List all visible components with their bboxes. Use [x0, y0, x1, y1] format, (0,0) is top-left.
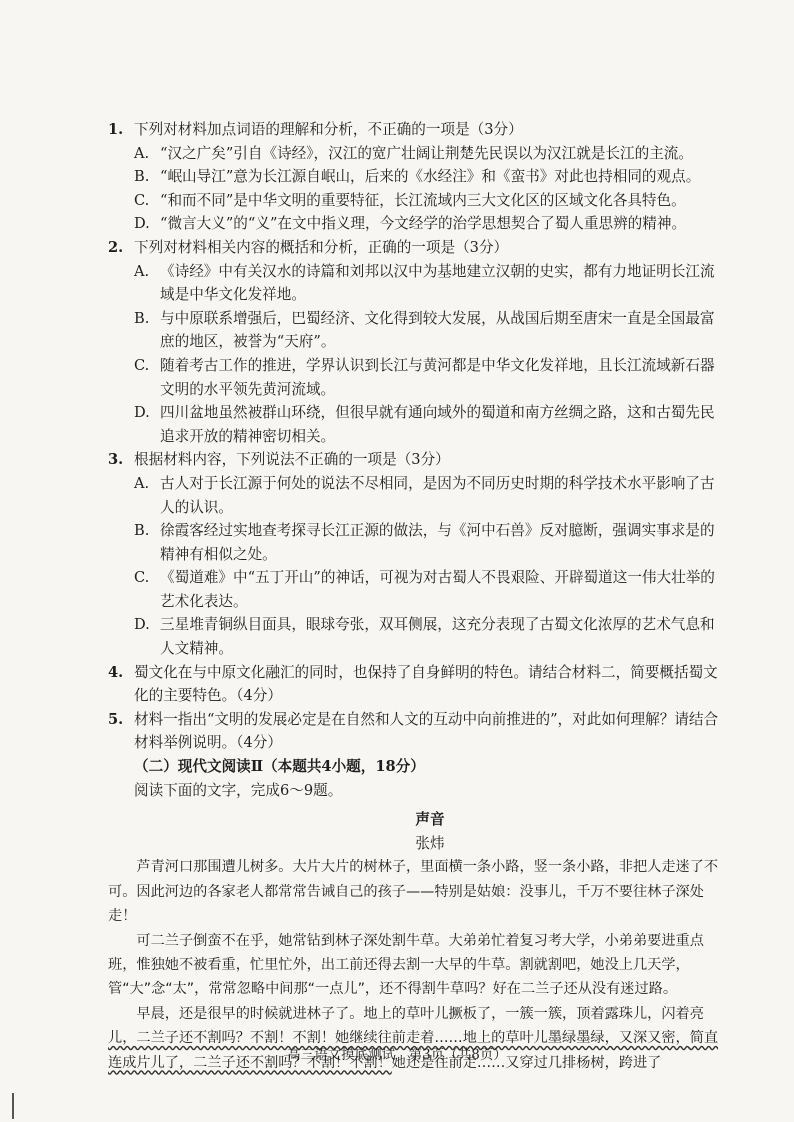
answer-option	[134, 519, 728, 566]
article-paragraph: 芦青河口那围遭儿树多。大片大片的树林子，里面横一条小路，竖一条小路，非把人走迷了不可。因此河边的各家老人都常常告诫自己的孩子——特别是姑娘：没事儿，千万不要往林子深处走！	[108, 859, 719, 925]
wavy-underlined-text: 简直连成片儿了，二兰子还不割吗？不割！不割！	[108, 1030, 719, 1071]
answer-option	[134, 472, 728, 519]
question	[108, 118, 728, 236]
option-text: 古人对于长江源于何处的说法不尽相同，是因为不同历史时期的科学技术水平影响了古人的认识。	[160, 474, 715, 516]
option-letter: D.	[134, 404, 150, 422]
wavy-underlined-text: 儿，二兰子还不割吗？不割！不割！她继续往前走着……地上的草叶儿墨绿墨绿，又深又密，	[108, 1030, 690, 1047]
question-number: 2.	[108, 238, 124, 256]
question-list	[108, 118, 728, 755]
question-stem: 蜀文化在与中原文化融汇的同时，也保持了自身鲜明的特色。请结合材料二，简要概括蜀文化的主要特色。（4分）	[134, 663, 718, 705]
option-letter: A.	[134, 262, 150, 280]
question-number: 5.	[108, 710, 124, 728]
option-text: “和而不同”是中华文明的重要特征，长江流域内三大文化区的区域文化各具特色。	[160, 191, 686, 209]
answer-option	[134, 189, 728, 213]
question-stem: 下列对材料加点词语的理解和分析，不正确的一项是（3分）	[134, 121, 523, 138]
page-footer: 高三语文摸底测试 第3页（共8页）	[287, 1047, 507, 1063]
option-text: 徐霞客经过实地查考探寻长江正源的做法，与《河中石兽》反对臆断，强调实事求是的精神有相似之处。	[160, 522, 715, 563]
option-text: 与中原联系增强后，巴蜀经济、文化得到较大发展，从战国后期至唐宋一直是全国最富庶的地区，被誉为“天府”。	[160, 309, 715, 351]
question-number: 1.	[108, 121, 124, 138]
answer-option	[134, 401, 728, 448]
article-paragraph	[108, 1002, 728, 1075]
question	[108, 236, 728, 448]
answer-option	[134, 613, 728, 660]
question-stem: 材料一指出“文明的发展必定是在自然和人文的互动中向前推进的”，对此如何理解？请结合材料举例说明。（4分）	[134, 710, 719, 752]
question-number: 3.	[108, 451, 124, 469]
article-author: 张炜	[415, 834, 445, 852]
paragraph-text: 早晨，还是很早的时候就进林子了。地上的草叶儿撅板了，一簇一簇，顶着露珠儿，闪着亮	[136, 1005, 704, 1022]
article-title: 声音	[415, 811, 445, 829]
question	[108, 448, 728, 660]
answer-option	[134, 566, 728, 613]
option-letter: B.	[134, 522, 150, 540]
option-text: 四川盆地虽然被群山环绕，但很早就有通向域外的蜀道和南方丝绸之路，这和古蜀先民追求开放的精神密切相关。	[160, 404, 715, 445]
option-text: “汉之广矣”引自《诗经》，汉江的宽广壮阔让荆楚先民误以为汉江就是长江的主流。	[160, 144, 693, 162]
article-paragraph: 可二兰子倒蛮不在乎，她常钻到林子深处割牛草。大弟弟忙着复习考大学，小弟弟要进重点班，惟独她不被看重，忙里忙外，出工前还得去割一大早的牛草。割就割吧，她没上几天学，管“大”念“太”，常常忽略中间那“一点儿”，还不得割牛草吗？好在二兰子还从没有迷过路。	[108, 932, 704, 998]
option-letter: C.	[134, 569, 150, 587]
section-instruction: 阅读下面的文字，完成6～9题。	[134, 781, 343, 799]
answer-option	[134, 307, 728, 354]
option-text: “岷山导江”意为长江源自岷山，后来的《水经注》和《蛮书》对此也持相同的观点。	[160, 168, 701, 186]
margin-mark	[12, 1093, 14, 1119]
option-letter: B.	[134, 309, 150, 327]
question-stem: 根据材料内容，下列说法不正确的一项是（3分）	[134, 451, 450, 469]
option-letter: C.	[134, 356, 150, 374]
section-title: （二）现代文阅读Ⅱ（本题共4小题，18分）	[134, 758, 425, 776]
question	[108, 708, 728, 755]
page-content	[108, 118, 728, 1075]
question-number: 4.	[108, 663, 124, 681]
option-text: 随着考古工作的推进，学界认识到长江与黄河都是中华文化发祥地，且长江流域新石器文明的水平领先黄河流域。	[160, 356, 715, 398]
option-letter: A.	[134, 144, 150, 162]
answer-option	[134, 260, 728, 307]
option-text: 三星堆青铜纵目面具，眼球夸张，双耳侧展，这充分表现了古蜀文化浓厚的艺术气息和人文精神。	[160, 616, 715, 658]
answer-option	[134, 142, 728, 166]
option-text: “微言大义”的“义”在文中指义理，今文经学的治学思想契合了蜀人重思辨的精神。	[160, 215, 687, 233]
answer-option	[134, 354, 728, 401]
paragraph-text: 她还是往前走……又穿过几排杨树，跨进了	[391, 1054, 662, 1071]
option-text: 《诗经》中有关汉水的诗篇和刘邦以汉中为基地建立汉朝的史实，都有力地证明长江流域是中华文化发祥地。	[160, 262, 715, 304]
option-text: 《蜀道难》中“五丁开山”的神话，可视为对古蜀人不畏艰险、开辟蜀道这一伟大壮举的艺术化表达。	[160, 569, 715, 610]
option-letter: D.	[134, 616, 150, 634]
option-letter: A.	[134, 474, 150, 492]
answer-option	[134, 212, 728, 236]
option-letter: B.	[134, 168, 150, 186]
option-letter: D.	[134, 215, 150, 233]
question	[108, 661, 728, 708]
answer-option	[134, 165, 728, 189]
question-stem: 下列对材料相关内容的概括和分析，正确的一项是（3分）	[134, 238, 509, 256]
option-letter: C.	[134, 191, 150, 209]
